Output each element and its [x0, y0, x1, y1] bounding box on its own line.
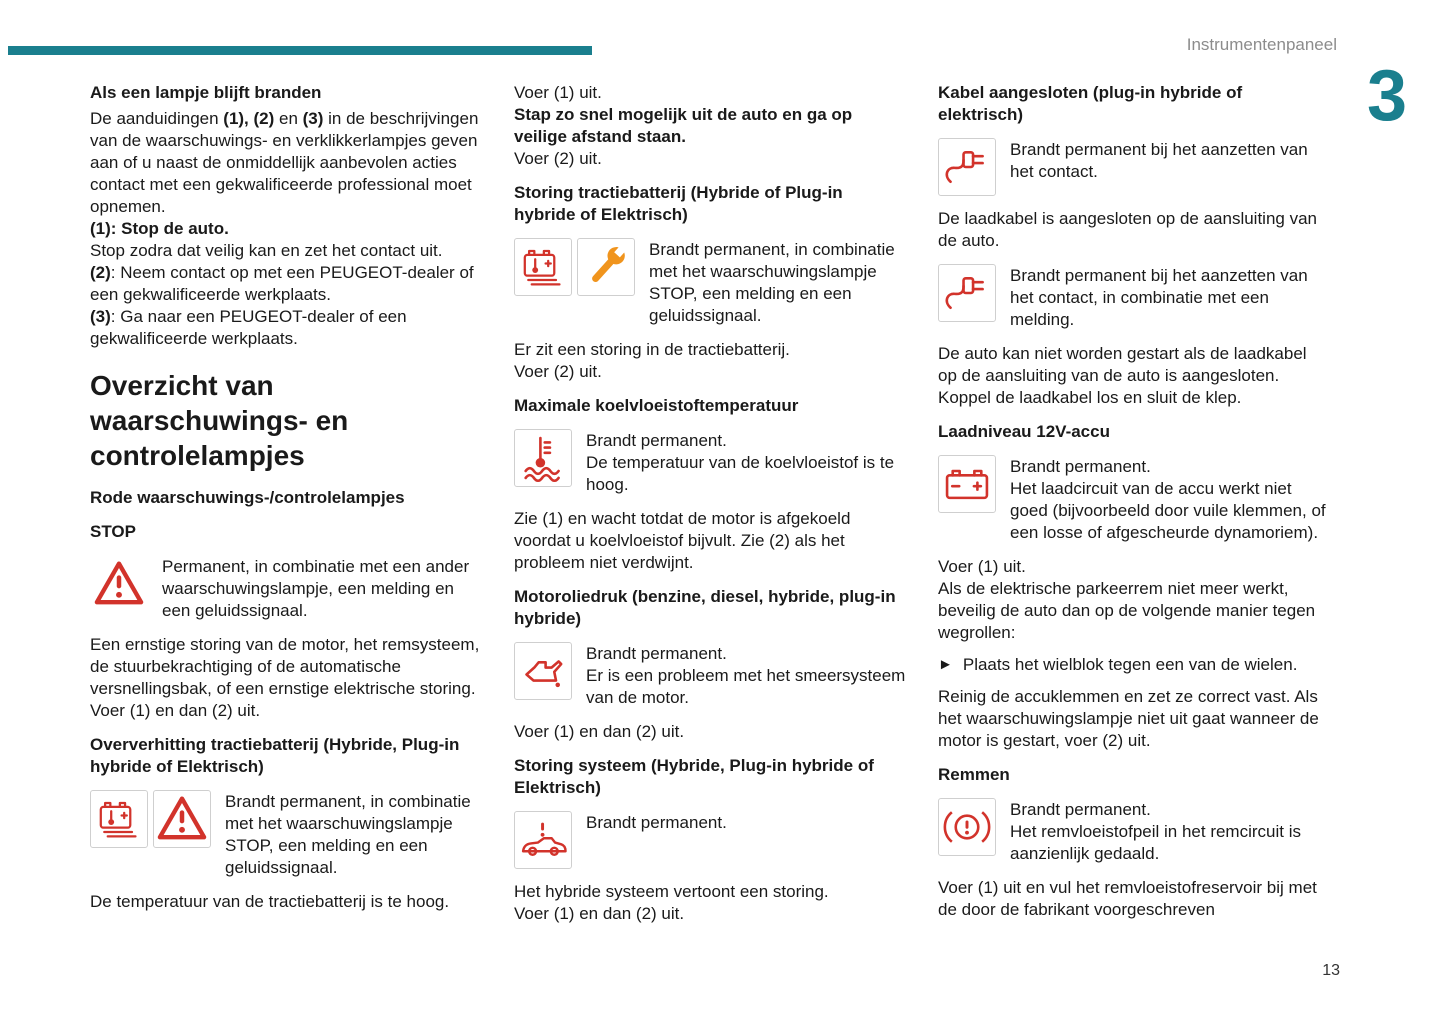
- indicator-row-system-fault: [514, 811, 906, 869]
- column-1: [90, 82, 482, 913]
- indicator-row-brakes: [938, 798, 1330, 865]
- action-1-label: (1): Stop de auto.: [90, 219, 229, 238]
- stop-detail-paragraph: Een ernstige storing van de motor, het remsysteem, de stuurbekrachtiging of de automatische versnellingsbak, of een ernstige elektrische storing.: [90, 635, 480, 698]
- system-fault-detail-paragraph: Het hybride systeem vertoont een storing.: [514, 882, 829, 901]
- lamp-state-text: Brandt permanent.: [586, 431, 727, 450]
- coolant-detail-paragraph: Zie (1) en wacht totdat de motor is afgekoeld voordat u koelvloeistof bijvult. Zie (2) als het probleem niet verdwijnt.: [514, 509, 851, 572]
- lamp-detail-text: Het remvloeistofpeil in het remcircuit is aanzienlijk gedaald.: [1010, 822, 1301, 863]
- indicator-row-coolant: [514, 429, 906, 496]
- lamp-detail-text: Het laadcircuit van de accu werkt niet goed (bijvoorbeeld door vuile klemmen, of een losse of afgescheurde dynamoriem).: [1010, 479, 1326, 542]
- indicator-row-stop: [90, 555, 482, 622]
- action-2-label: (2): [90, 263, 111, 282]
- battery-icon: [938, 455, 996, 513]
- page-number: 13: [1322, 962, 1340, 979]
- lamp-state-text: Brandt permanent.: [1010, 457, 1151, 476]
- parking-brake-paragraph: Als de elektrische parkeerrem niet meer werkt, beveilig de auto dan op de volgende manier tegen wegrollen:: [938, 579, 1316, 642]
- charging-plug-icon: [938, 138, 996, 196]
- header-rule: [8, 46, 592, 55]
- warning-triangle-icon: [153, 790, 211, 848]
- battery-temperature-icon: [90, 790, 148, 848]
- action-3-label: (3): [90, 307, 111, 326]
- text-run: De aanduidingen: [90, 109, 224, 128]
- voer-2-paragraph: Voer (2) uit.: [514, 149, 602, 168]
- indicator-description: [1010, 798, 1330, 865]
- heading-lamp-stays-on: Als een lampje blijft branden: [90, 83, 322, 102]
- indicator-description: Permanent, in combinatie met een ander waarschuwingslampje, een melding en een geluidssignaal.: [162, 557, 470, 620]
- exit-vehicle-paragraph: Stap zo snel mogelijk uit de auto en ga op veilige afstand staan.: [514, 105, 853, 146]
- cable-detail-paragraph-1: De laadkabel is aangesloten op de aansluiting van de auto.: [938, 209, 1317, 250]
- action-3-paragraph: [90, 306, 482, 350]
- heading-12v-battery: Laadniveau 12V-accu: [938, 422, 1110, 441]
- indicator-row-cable-1: [938, 138, 1330, 196]
- indicator-description: [1010, 455, 1330, 544]
- arrow-bullet-icon: ►: [938, 656, 953, 673]
- column-3: [938, 82, 1330, 921]
- voer-1-paragraph: Voer (1) uit.: [514, 83, 602, 102]
- lamp-detail-text: De temperatuur van de koelvloeistof is te hoog.: [586, 453, 895, 494]
- oil-action-paragraph: Voer (1) en dan (2) uit.: [514, 722, 685, 741]
- oil-can-icon: [514, 642, 572, 700]
- action-2-paragraph: [90, 262, 482, 306]
- bullet-text: Plaats het wielblok tegen een van de wielen.: [962, 655, 1298, 674]
- text-run-bold: (3): [302, 109, 324, 128]
- text-run: en: [274, 109, 303, 128]
- column-2: [514, 82, 906, 925]
- bullet-item: [938, 654, 1330, 676]
- chapter-number: 3: [1366, 56, 1407, 136]
- heading-overheat-battery: Oververhitting tractiebatterij (Hybride, Plug-in hybride of Elektrisch): [90, 735, 460, 776]
- lamp-detail-text: Er is een probleem met het smeersysteem van de motor.: [586, 666, 906, 707]
- battery-clean-paragraph: Reinig de accuklemmen en zet ze correct vast. Als het waarschuwingslampje niet uit gaat wanneer de motor is gestart, voer (2) uit.: [938, 687, 1319, 750]
- charging-plug-icon: [938, 264, 996, 322]
- page-header: Instrumentenpaneel: [1186, 35, 1337, 54]
- warning-triangle-icon: [90, 555, 148, 613]
- heading-traction-battery-fault: Storing tractiebatterij (Hybride of Plug-in hybride of Elektrisch): [514, 183, 843, 224]
- heading-coolant-temperature: Maximale koelvloeistoftemperatuur: [514, 396, 799, 415]
- section-title-overview: Overzicht van waarschuwings- en controlelampjes: [90, 370, 349, 471]
- action-1-paragraph: [90, 218, 482, 262]
- indicator-row-battery-fault: [514, 238, 906, 327]
- battery-temperature-icon: [514, 238, 572, 296]
- intro-paragraph: [90, 108, 482, 218]
- heading-cable-connected: Kabel aangesloten (plug-in hybride of elektrisch): [938, 83, 1243, 124]
- indicator-description: Brandt permanent bij het aanzetten van het contact, in combinatie met een melding.: [1010, 266, 1308, 329]
- coolant-temperature-icon: [514, 429, 572, 487]
- stop-action-paragraph: Voer (1) en dan (2) uit.: [90, 701, 261, 720]
- heading-oil-pressure: Motoroliedruk (benzine, diesel, hybride, plug-in hybride): [514, 587, 896, 628]
- cable-detail-paragraph-2: De auto kan niet worden gestart als de laadkabel op de aansluiting van de auto is aangesloten. Koppel de laadkabel los en sluit de klep.: [938, 344, 1307, 407]
- indicator-description: Brandt permanent, in combinatie met het waarschuwingslampje STOP, een melding en een geluidssignaal.: [225, 792, 471, 877]
- lamp-state-text: Brandt permanent.: [1010, 800, 1151, 819]
- heading-red-lamps: Rode waarschuwings-/controlelampjes: [90, 488, 405, 507]
- battery-fault-detail-paragraph: Er zit een storing in de tractiebatterij.: [514, 340, 790, 359]
- indicator-row-overheat: [90, 790, 482, 879]
- indicator-row-oil: [514, 642, 906, 709]
- icon-pair: [514, 238, 635, 296]
- text-run-bold: (1), (2): [223, 109, 275, 128]
- indicator-description: [586, 642, 906, 709]
- indicator-description: [586, 429, 906, 496]
- text-run: in de beschrijvingen van de waarschuwings- en verklikkerlampjes geven aan of u naast de onmiddellijk aanbevolen acties contact met een gekwalificeerde professional moet opnemen.: [90, 109, 479, 216]
- system-fault-action-paragraph: Voer (1) en dan (2) uit.: [514, 904, 685, 923]
- indicator-description: Brandt permanent, in combinatie met het waarschuwingslampje STOP, een melding en een geluidssignaal.: [649, 240, 895, 325]
- indicator-row-cable-2: [938, 264, 1330, 331]
- indicator-description: Brandt permanent bij het aanzetten van het contact.: [1010, 140, 1308, 181]
- action-3-text: : Ga naar een PEUGEOT-dealer of een gekwalificeerde werkplaats.: [90, 307, 407, 348]
- action-1-text: Stop zodra dat veilig kan en zet het contact uit.: [90, 241, 443, 260]
- heading-brakes: Remmen: [938, 765, 1010, 784]
- lamp-state-text: Brandt permanent.: [586, 644, 727, 663]
- indicator-row-12v-battery: [938, 455, 1330, 544]
- brakes-action-paragraph: Voer (1) uit en vul het remvloeistofreservoir bij met de door de fabrikant voorgeschreven: [938, 878, 1317, 919]
- brake-warning-icon: [938, 798, 996, 856]
- wrench-icon: [577, 238, 635, 296]
- heading-system-fault: Storing systeem (Hybride, Plug-in hybride of Elektrisch): [514, 756, 874, 797]
- car-warning-icon: [514, 811, 572, 869]
- indicator-description: Brandt permanent.: [586, 813, 727, 832]
- overheat-detail-paragraph: De temperatuur van de tractiebatterij is te hoog.: [90, 892, 450, 911]
- battery-action-paragraph: Voer (1) uit.: [938, 557, 1026, 576]
- battery-fault-action-paragraph: Voer (2) uit.: [514, 362, 602, 381]
- action-2-text: : Neem contact op met een PEUGEOT-dealer of een gekwalificeerde werkplaats.: [90, 263, 474, 304]
- icon-pair: [90, 790, 211, 848]
- heading-stop: STOP: [90, 522, 136, 541]
